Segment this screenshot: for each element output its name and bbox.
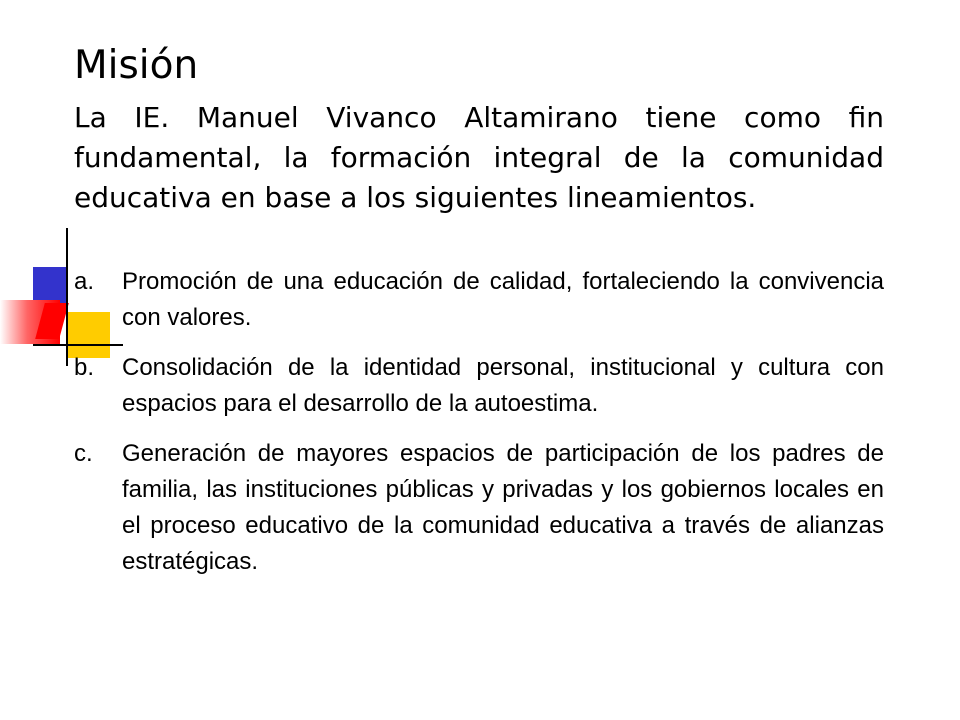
list-item (74, 264, 884, 336)
list-item (74, 350, 884, 422)
list-item-text: Consolidación de la identidad personal, institucional y cultura con espacios para el desarrollo de la autoestima. (122, 354, 884, 417)
list-item-text: Generación de mayores espacios de participación de los padres de familia, las instituciones públicas y privadas y los gobiernos locales en el proceso educativo de la comunidad educativa a través de alianzas estratégicas. (122, 440, 884, 575)
list-marker: c. (74, 440, 93, 467)
intro-paragraph: La IE. Manuel Vivanco Altamirano tiene como fin fundamental, la formación integral de la comunidad educativa en base a los siguientes lineamientos. (74, 101, 884, 214)
guidelines-list (74, 264, 884, 594)
list-item (74, 436, 884, 580)
page-title: Misión (74, 43, 199, 88)
list-item-text: Promoción de una educación de calidad, fortaleciendo la convivencia con valores. (122, 268, 884, 331)
list-marker: a. (74, 268, 95, 295)
list-marker: b. (74, 354, 95, 381)
